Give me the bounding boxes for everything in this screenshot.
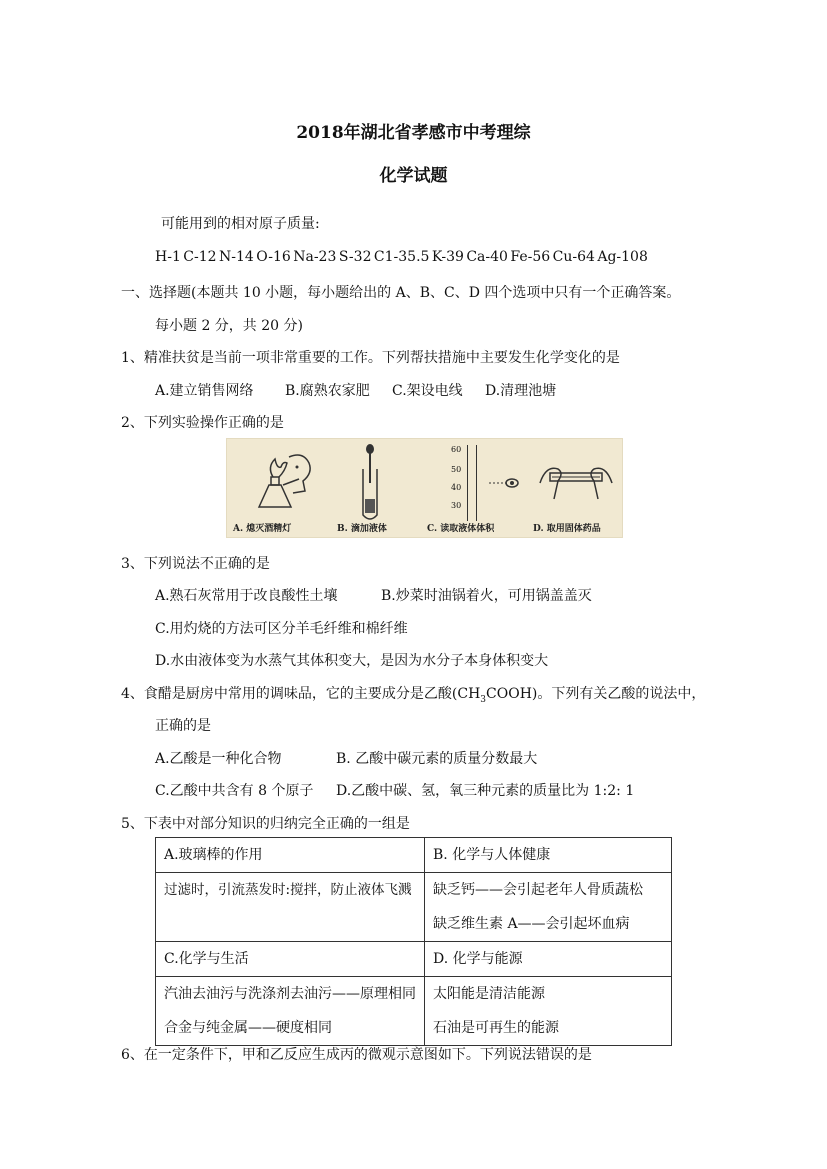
figure-caption-a: A. 熄灭酒精灯 xyxy=(233,524,292,534)
hands-test-tube-illustration xyxy=(532,453,620,513)
question-4-option-b: B. 乙酸中碳元素的质量分数最大 xyxy=(336,751,538,767)
atomic-mass-label: 可能用到的相对原子质量: xyxy=(161,216,320,232)
question-4-option-d: D.乙酸中碳、氢，氧三种元素的质量比为 1:2: 1 xyxy=(336,783,635,799)
question-4-stem xyxy=(121,683,705,705)
formula-subscript: 3 xyxy=(480,694,487,705)
table-row xyxy=(156,838,672,873)
section-heading-line1: 一、选择题(本题共 10 小题，每小题给出的 A、B、C、D 四个选项中只有一个正确答案。 xyxy=(121,285,681,301)
question-1-option-d: D.清理池塘 xyxy=(485,383,557,399)
question-5-stem: 5、下表中对部分知识的归纳完全正确的一组是 xyxy=(121,816,410,832)
question-4-stem-part1: 4、食醋是厨房中常用的调味品，它的主要成分是乙酸(CH xyxy=(121,686,481,702)
page-subtitle: 化学试题 xyxy=(379,166,448,186)
question-1-stem: 1、精准扶贫是当前一项非常重要的工作。下列帮扶措施中主要发生化学变化的是 xyxy=(121,350,620,366)
figure-caption-c: C. 读取液体体积 xyxy=(427,524,495,534)
scale-tick-40: 40 xyxy=(451,483,462,492)
cell-a-title xyxy=(156,838,425,873)
dropper-illustration xyxy=(355,443,385,523)
page-title: 2018年湖北省孝感市中考理综 xyxy=(296,123,531,143)
cell-text: 合金与纯金属——硬度相同 xyxy=(164,1020,332,1036)
cell-text: 缺乏维生素 A——会引起坏血病 xyxy=(433,916,630,932)
section-heading-line2: 每小题 2 分，共 20 分) xyxy=(155,318,303,334)
question-1-option-a: A.建立销售网络 xyxy=(155,383,254,399)
question-4-option-c: C.乙酸中共含有 8 个原子 xyxy=(155,783,314,799)
figure-caption-b: B. 滴加液体 xyxy=(337,524,387,534)
cell-text: D. 化学与能源 xyxy=(433,951,523,967)
table-row xyxy=(156,942,672,977)
question-3-stem: 3、下列说法不正确的是 xyxy=(121,556,270,572)
question-1-option-c: C.架设电线 xyxy=(392,383,463,399)
cell-c-title xyxy=(156,942,425,977)
cell-text: B. 化学与人体健康 xyxy=(433,847,551,863)
question-4-stem-line2: 正确的是 xyxy=(155,718,211,734)
question-2-stem: 2、下列实验操作正确的是 xyxy=(121,415,284,431)
cell-text: 汽油去油污与洗涤剂去油污——原理相同 xyxy=(164,986,416,1002)
cell-c-body xyxy=(156,977,425,1046)
question-1-option-b: B.腐熟农家肥 xyxy=(285,383,370,399)
knowledge-summary-table xyxy=(155,837,672,1046)
table-row xyxy=(156,873,672,942)
figure-caption-d: D. 取用固体药品 xyxy=(533,524,601,534)
graduated-cylinder-scale xyxy=(451,445,487,521)
question-3-option-d: D.水由液体变为水蒸气其体积变大，是因为水分子本身体积变大 xyxy=(155,653,549,669)
question-4-option-a: A.乙酸是一种化合物 xyxy=(155,751,282,767)
cell-d-body xyxy=(425,977,672,1046)
question-4-stem-part2: COOH)。下列有关乙酸的说法中， xyxy=(486,686,706,702)
cell-text: A.玻璃棒的作用 xyxy=(164,847,263,863)
cell-text: 过滤时，引流蒸发时:搅拌，防止液体飞溅 xyxy=(164,882,412,898)
cell-text: 石油是可再生的能源 xyxy=(433,1020,559,1036)
cell-b-title xyxy=(425,838,672,873)
scale-tick-60: 60 xyxy=(451,445,462,454)
question-6-stem: 6、在一定条件下，甲和乙反应生成丙的微观示意图如下。下列说法错误的是 xyxy=(121,1047,592,1063)
question-3-option-b: B.炒菜时油锅着火，可用锅盖盖灭 xyxy=(381,588,592,604)
question-3-option-a: A.熟石灰常用于改良酸性土壤 xyxy=(155,588,338,604)
atomic-mass-list: H-1 C-12 N-14 O-16 Na-23 S-32 C1-35.5 K-39 Ca-40 Fe-56 Cu-64 Ag-108 xyxy=(155,249,648,265)
table-row xyxy=(156,977,672,1046)
cell-a-body xyxy=(156,873,425,942)
lab-operations-figure xyxy=(226,438,623,538)
cell-b-body xyxy=(425,873,672,942)
question-3-option-c: C.用灼烧的方法可区分羊毛纤维和棉纤维 xyxy=(155,621,408,637)
scale-tick-30: 30 xyxy=(451,501,462,510)
cylinder-tube xyxy=(467,445,477,521)
alcohol-lamp-illustration xyxy=(245,449,325,521)
cell-d-title xyxy=(425,942,672,977)
cell-text: 缺乏钙——会引起老年人骨质蔬松 xyxy=(433,882,643,898)
cell-text: C.化学与生活 xyxy=(164,951,249,967)
eye-icon xyxy=(489,475,519,491)
scale-tick-50: 50 xyxy=(451,465,462,474)
cell-text: 太阳能是清洁能源 xyxy=(433,986,545,1002)
